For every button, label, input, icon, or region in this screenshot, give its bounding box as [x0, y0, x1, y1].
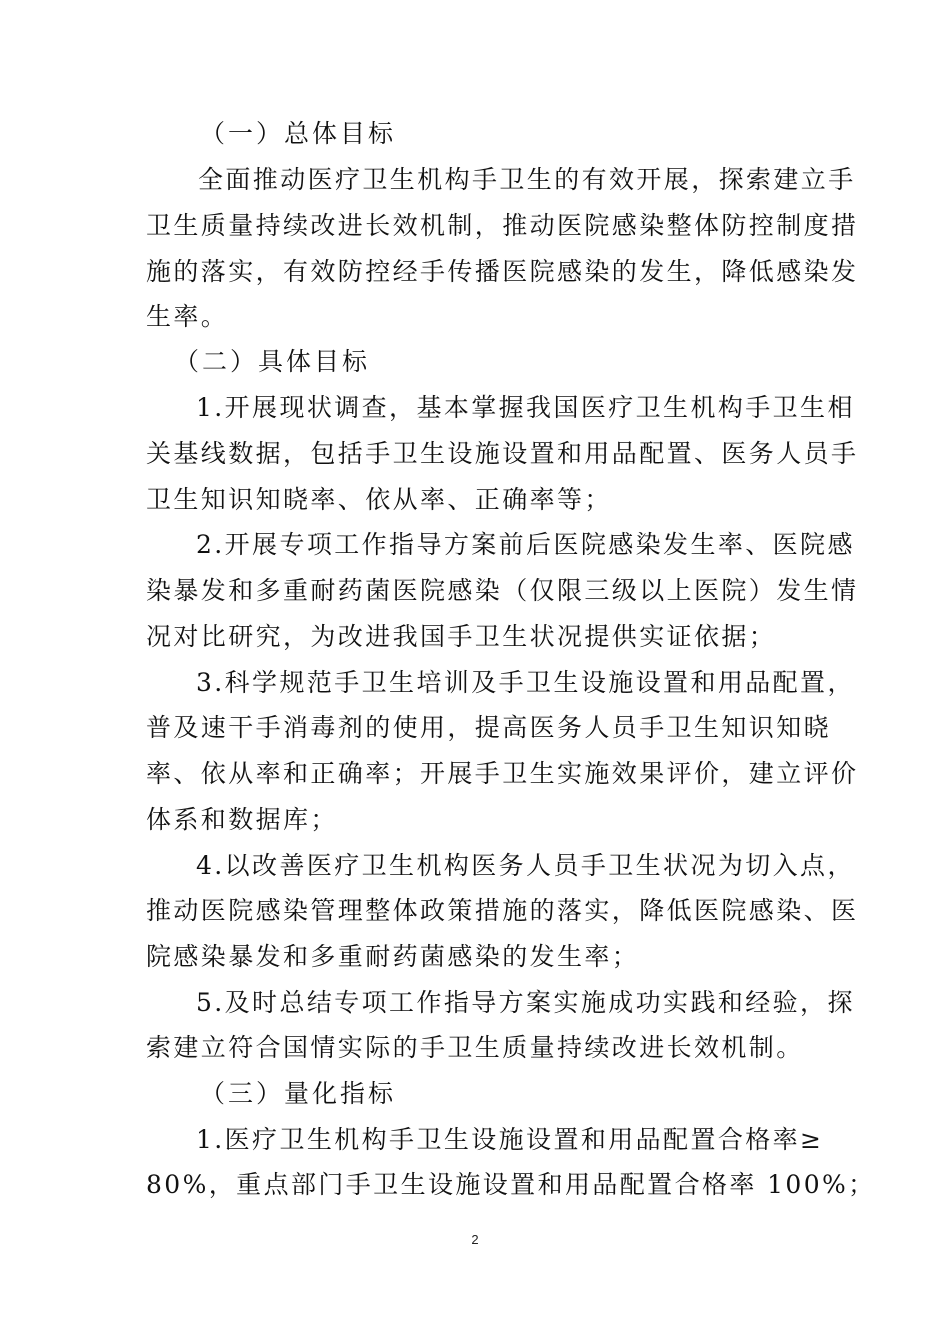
paragraph-line: 况对比研究，为改进我国手卫生状况提供实证依据；: [146, 622, 777, 651]
paragraph-line: 全面推动医疗卫生机构手卫生的有效开展，探索建立手: [198, 165, 856, 194]
list-item-line: 3.科学规范手卫生培训及手卫生设施设置和用品配置，: [196, 668, 855, 697]
paragraph-line: 索建立符合国情实际的手卫生质量持续改进长效机制。: [146, 1033, 804, 1062]
paragraph-line: 卫生质量持续改进长效机制，推动医院感染整体防控制度措: [146, 211, 859, 240]
paragraph-line: 普及速干手消毒剂的使用，提高医务人员手卫生知识知晓: [146, 713, 832, 742]
section-heading-specific-goals: （二）具体目标: [174, 347, 371, 376]
page-number: 2: [471, 1232, 479, 1247]
section-heading-overall-goal: （一）总体目标: [200, 119, 397, 148]
list-item-line: 2.开展专项工作指导方案前后医院感染发生率、医院感: [196, 530, 855, 559]
paragraph-line: 卫生知识知晓率、依从率、正确率等；: [146, 485, 612, 514]
list-item-line: 4.以改善医疗卫生机构医务人员手卫生状况为切入点，: [196, 851, 855, 880]
list-item-line: 5.及时总结专项工作指导方案实施成功实践和经验，探: [196, 988, 855, 1017]
paragraph-line: 施的落实，有效防控经手传播医院感染的发生，降低感染发: [146, 257, 859, 286]
paragraph-line: 院感染暴发和多重耐药菌感染的发生率；: [146, 942, 640, 971]
list-item-line: 1.开展现状调查，基本掌握我国医疗卫生机构手卫生相: [196, 393, 855, 422]
paragraph-line: 80%，重点部门手卫生设施设置和用品配置合格率 100%；: [146, 1170, 876, 1199]
paragraph-line: 推动医院感染管理整体政策措施的落实，降低医院感染、医: [146, 896, 859, 925]
paragraph-line: 关基线数据，包括手卫生设施设置和用品配置、医务人员手: [146, 439, 859, 468]
paragraph-line: 率、依从率和正确率；开展手卫生实施效果评价，建立评价: [146, 759, 859, 788]
paragraph-line: 染暴发和多重耐药菌医院感染（仅限三级以上医院）发生情: [146, 576, 859, 605]
list-item-line: 1.医疗卫生机构手卫生设施设置和用品配置合格率≥: [196, 1125, 824, 1154]
section-heading-quantitative-indicators: （三）量化指标: [200, 1079, 397, 1108]
paragraph-line: 体系和数据库；: [146, 805, 338, 834]
paragraph-line: 生率。: [146, 302, 229, 331]
